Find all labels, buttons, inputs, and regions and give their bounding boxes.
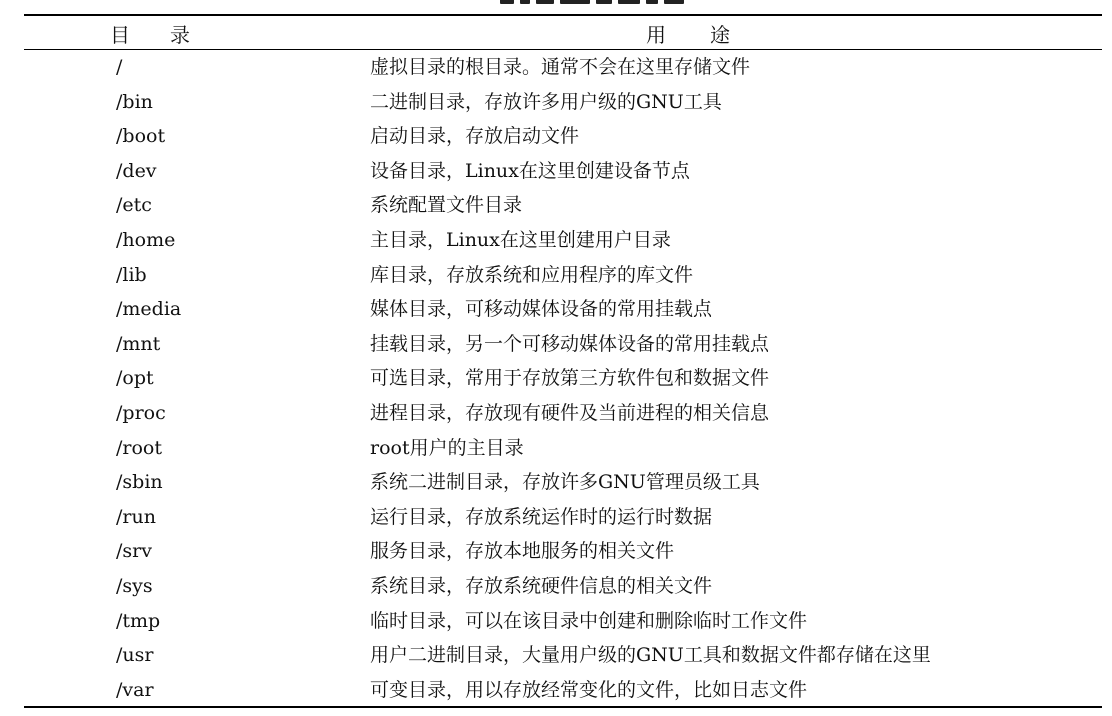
table-row [0, 188, 1112, 223]
table-row [0, 50, 1112, 85]
directory-path-cell: /sys [116, 574, 153, 597]
directory-purpose-cell: 进程目录，存放现有硬件及当前进程的相关信息 [370, 401, 770, 424]
directory-purpose-cell: 可变目录，用以存放经常变化的文件，比如日志文件 [370, 678, 808, 701]
table-row [0, 154, 1112, 189]
directory-purpose-cell: 运行目录，存放系统运作时的运行时数据 [370, 505, 713, 528]
column-header-directory-char: 录 [170, 22, 190, 47]
directory-path-cell: / [116, 56, 123, 78]
table-bottom-rule [24, 706, 1102, 708]
directory-path-cell: /media [116, 298, 182, 321]
directory-path-cell: /sbin [116, 471, 163, 494]
directory-path-cell: /dev [116, 159, 157, 182]
table-row [0, 534, 1112, 569]
directory-purpose-cell: 库目录，存放系统和应用程序的库文件 [370, 263, 694, 286]
directory-purpose-cell: 系统目录，存放系统硬件信息的相关文件 [370, 574, 713, 597]
directory-table-body [0, 50, 1112, 707]
directory-path-cell: /bin [116, 90, 153, 113]
directory-path-cell: /mnt [116, 332, 161, 355]
directory-path-cell: /opt [116, 367, 154, 390]
column-header-directory-char: 目 [110, 22, 130, 47]
directory-purpose-cell: 媒体目录，可移动媒体设备的常用挂载点 [370, 298, 713, 321]
table-row [0, 361, 1112, 396]
table-row [0, 327, 1112, 362]
directory-path-cell: /tmp [116, 609, 161, 632]
table-row [0, 223, 1112, 258]
table-row [0, 431, 1112, 466]
directory-purpose-cell: 临时目录，可以在该目录中创建和删除临时工作文件 [370, 609, 808, 632]
directory-path-cell: /run [116, 505, 156, 528]
table-top-rule [24, 14, 1102, 16]
directory-purpose-cell: root用户的主目录 [370, 436, 524, 459]
directory-purpose-cell: 可选目录，常用于存放第三方软件包和数据文件 [370, 367, 770, 390]
table-row [0, 85, 1112, 120]
directory-path-cell: /lib [116, 263, 147, 286]
directory-purpose-cell: 二进制目录，存放许多用户级的GNU工具 [370, 90, 722, 113]
directory-path-cell: /home [116, 228, 176, 251]
column-header-directory [110, 18, 190, 48]
table-row [0, 673, 1112, 708]
directory-purpose-cell: 用户二进制目录，大量用户级的GNU工具和数据文件都存储在这里 [370, 644, 931, 667]
directory-path-cell: /proc [116, 401, 166, 424]
table-row [0, 604, 1112, 639]
table-row [0, 500, 1112, 535]
table-row [0, 292, 1112, 327]
column-header-purpose [646, 18, 730, 48]
directory-path-cell: /root [116, 436, 162, 459]
directory-path-cell: /etc [116, 194, 152, 217]
directory-path-cell: /srv [116, 540, 152, 563]
cropped-caption-fragment [500, 0, 684, 6]
directory-purpose-cell: 服务目录，存放本地服务的相关文件 [370, 540, 675, 563]
directory-purpose-cell: 系统二进制目录，存放许多GNU管理员级工具 [370, 471, 760, 494]
column-header-purpose-char: 途 [710, 22, 730, 47]
table-row [0, 638, 1112, 673]
directory-purpose-cell: 系统配置文件目录 [370, 194, 523, 217]
directory-purpose-cell: 挂载目录，另一个可移动媒体设备的常用挂载点 [370, 332, 770, 355]
directory-path-cell: /boot [116, 125, 166, 148]
table-row [0, 465, 1112, 500]
directory-purpose-cell: 设备目录，Linux在这里创建设备节点 [370, 159, 690, 182]
table-row [0, 119, 1112, 154]
directory-purpose-cell: 主目录，Linux在这里创建用户目录 [370, 228, 671, 251]
table-row [0, 569, 1112, 604]
directory-path-cell: /usr [116, 644, 154, 667]
directory-path-cell: /var [116, 678, 154, 701]
directory-purpose-cell: 启动目录，存放启动文件 [370, 125, 580, 148]
table-row [0, 396, 1112, 431]
column-header-purpose-char: 用 [646, 22, 666, 47]
directory-purpose-cell: 虚拟目录的根目录。通常不会在这里存储文件 [370, 56, 751, 78]
table-row [0, 258, 1112, 293]
